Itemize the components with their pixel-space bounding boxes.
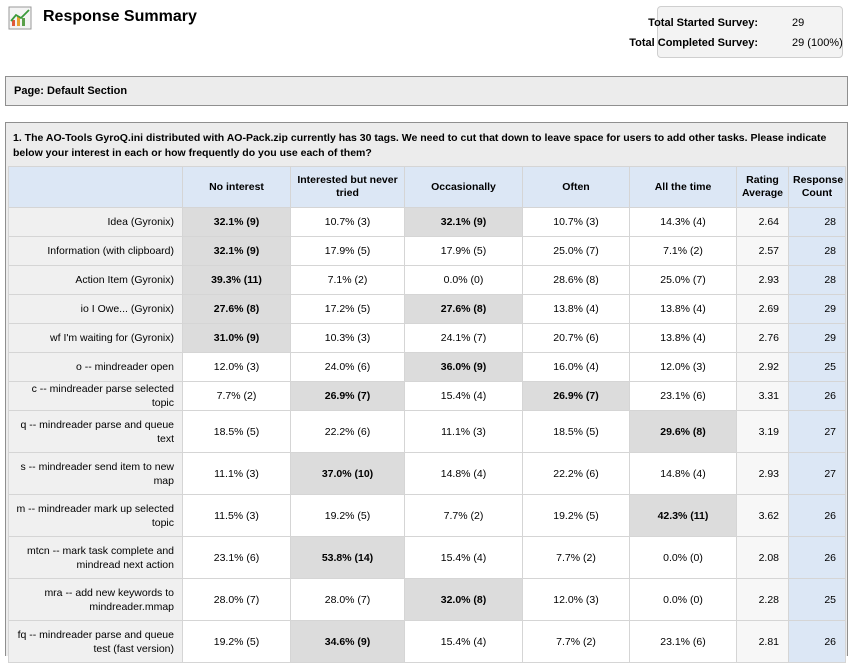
- response-count-cell: 27: [789, 453, 846, 495]
- response-cell: 15.4% (4): [405, 382, 523, 411]
- response-cell: 15.4% (4): [405, 537, 523, 579]
- response-cell: 14.3% (4): [630, 208, 737, 237]
- total-started-label: Total Started Survey:: [648, 17, 758, 29]
- response-cell: 53.8% (14): [291, 537, 405, 579]
- rating-average-cell: 2.93: [737, 266, 789, 295]
- rating-average-cell: 2.92: [737, 353, 789, 382]
- rating-average-cell: 3.31: [737, 382, 789, 411]
- row-label: Action Item (Gyronix): [9, 266, 183, 295]
- response-count-cell: 28: [789, 237, 846, 266]
- row-label: Idea (Gyronix): [9, 208, 183, 237]
- response-cell: 23.1% (6): [183, 537, 291, 579]
- table-row: [9, 237, 846, 266]
- response-cell: 0.0% (0): [630, 537, 737, 579]
- header-blank-cell: [9, 167, 183, 208]
- row-label: mra -- add new keywords to mindreader.mmap: [9, 579, 183, 621]
- response-cell: 42.3% (11): [630, 495, 737, 537]
- table-row: [9, 295, 846, 324]
- table-row: [9, 324, 846, 353]
- table-row: [9, 453, 846, 495]
- response-cell: 12.0% (3): [523, 579, 630, 621]
- response-cell: 10.7% (3): [523, 208, 630, 237]
- chart-icon: [8, 6, 32, 30]
- response-cell: 17.2% (5): [291, 295, 405, 324]
- table-row: [9, 208, 846, 237]
- response-cell: 32.0% (8): [405, 579, 523, 621]
- response-cell: 28.6% (8): [523, 266, 630, 295]
- table-row: [9, 266, 846, 295]
- response-count-cell: 25: [789, 353, 846, 382]
- response-cell: 26.9% (7): [523, 382, 630, 411]
- response-cell: 7.1% (2): [630, 237, 737, 266]
- response-cell: 34.6% (9): [291, 621, 405, 663]
- response-count-cell: 29: [789, 324, 846, 353]
- total-started-value: 29: [792, 17, 805, 29]
- response-cell: 24.1% (7): [405, 324, 523, 353]
- response-cell: 10.7% (3): [291, 208, 405, 237]
- total-completed-label: Total Completed Survey:: [629, 37, 758, 49]
- response-cell: 11.1% (3): [405, 411, 523, 453]
- column-header: No interest: [183, 167, 291, 208]
- response-cell: 20.7% (6): [523, 324, 630, 353]
- rating-average-cell: 3.62: [737, 495, 789, 537]
- response-cell: 28.0% (7): [183, 579, 291, 621]
- page-title: Response Summary: [43, 8, 197, 25]
- response-cell: 12.0% (3): [630, 353, 737, 382]
- response-cell: 19.2% (5): [291, 495, 405, 537]
- rating-average-cell: 2.76: [737, 324, 789, 353]
- response-cell: 7.1% (2): [291, 266, 405, 295]
- response-table: [8, 166, 846, 663]
- table-row: [9, 495, 846, 537]
- response-cell: 11.5% (3): [183, 495, 291, 537]
- response-cell: 12.0% (3): [183, 353, 291, 382]
- rating-average-cell: 2.64: [737, 208, 789, 237]
- response-cell: 17.9% (5): [291, 237, 405, 266]
- table-header-row: [9, 167, 846, 208]
- row-label: m -- mindreader mark up selected topic: [9, 495, 183, 537]
- survey-totals-box: [629, 6, 843, 58]
- response-cell: 22.2% (6): [523, 453, 630, 495]
- response-cell: 24.0% (6): [291, 353, 405, 382]
- row-label: fq -- mindreader parse and queue test (fast version): [9, 621, 183, 663]
- rating-average-cell: 2.69: [737, 295, 789, 324]
- response-cell: 10.3% (3): [291, 324, 405, 353]
- response-cell: 36.0% (9): [405, 353, 523, 382]
- page-section-bar: Page: Default Section: [5, 76, 848, 106]
- response-cell: 14.8% (4): [630, 453, 737, 495]
- response-cell: 7.7% (2): [183, 382, 291, 411]
- response-cell: 25.0% (7): [523, 237, 630, 266]
- row-label: q -- mindreader parse and queue text: [9, 411, 183, 453]
- row-label: c -- mindreader parse selected topic: [9, 382, 183, 411]
- response-cell: 19.2% (5): [183, 621, 291, 663]
- response-count-cell: 26: [789, 537, 846, 579]
- column-header: Rating Average: [737, 167, 789, 208]
- response-cell: 31.0% (9): [183, 324, 291, 353]
- row-label: Information (with clipboard): [9, 237, 183, 266]
- total-completed-value: 29 (100%): [792, 37, 843, 49]
- response-cell: 19.2% (5): [523, 495, 630, 537]
- table-row: [9, 411, 846, 453]
- response-count-cell: 29: [789, 295, 846, 324]
- response-count-cell: 26: [789, 495, 846, 537]
- table-row: [9, 537, 846, 579]
- response-cell: 14.8% (4): [405, 453, 523, 495]
- row-label: s -- mindreader send item to new map: [9, 453, 183, 495]
- response-cell: 7.7% (2): [405, 495, 523, 537]
- rating-average-cell: 2.57: [737, 237, 789, 266]
- row-label: mtcn -- mark task complete and mindread next action: [9, 537, 183, 579]
- response-cell: 13.8% (4): [523, 295, 630, 324]
- table-row: [9, 382, 846, 411]
- row-label: wf I'm waiting for (Gyronix): [9, 324, 183, 353]
- response-cell: 0.0% (0): [630, 579, 737, 621]
- table-row: [9, 353, 846, 382]
- row-label: o -- mindreader open: [9, 353, 183, 382]
- response-cell: 32.1% (9): [183, 208, 291, 237]
- row-label: io I Owe... (Gyronix): [9, 295, 183, 324]
- column-header: Response Count: [789, 167, 846, 208]
- response-cell: 26.9% (7): [291, 382, 405, 411]
- column-header: All the time: [630, 167, 737, 208]
- response-count-cell: 25: [789, 579, 846, 621]
- response-count-cell: 27: [789, 411, 846, 453]
- column-header: Occasionally: [405, 167, 523, 208]
- response-cell: 18.5% (5): [523, 411, 630, 453]
- rating-average-cell: 2.93: [737, 453, 789, 495]
- table-row: [9, 579, 846, 621]
- response-cell: 0.0% (0): [405, 266, 523, 295]
- response-count-cell: 28: [789, 266, 846, 295]
- response-count-cell: 26: [789, 621, 846, 663]
- response-cell: 18.5% (5): [183, 411, 291, 453]
- response-cell: 15.4% (4): [405, 621, 523, 663]
- rating-average-cell: 2.81: [737, 621, 789, 663]
- rating-average-cell: 2.28: [737, 579, 789, 621]
- response-count-cell: 26: [789, 382, 846, 411]
- response-cell: 22.2% (6): [291, 411, 405, 453]
- column-header: Interested but never tried: [291, 167, 405, 208]
- response-cell: 11.1% (3): [183, 453, 291, 495]
- response-cell: 28.0% (7): [291, 579, 405, 621]
- response-cell: 25.0% (7): [630, 266, 737, 295]
- response-cell: 13.8% (4): [630, 324, 737, 353]
- response-cell: 29.6% (8): [630, 411, 737, 453]
- response-cell: 17.9% (5): [405, 237, 523, 266]
- response-count-cell: 28: [789, 208, 846, 237]
- response-cell: 16.0% (4): [523, 353, 630, 382]
- response-cell: 23.1% (6): [630, 621, 737, 663]
- response-cell: 39.3% (11): [183, 266, 291, 295]
- response-cell: 32.1% (9): [183, 237, 291, 266]
- response-cell: 27.6% (8): [405, 295, 523, 324]
- response-cell: 37.0% (10): [291, 453, 405, 495]
- rating-average-cell: 3.19: [737, 411, 789, 453]
- column-header: Often: [523, 167, 630, 208]
- response-cell: 23.1% (6): [630, 382, 737, 411]
- response-cell: 7.7% (2): [523, 537, 630, 579]
- response-cell: 32.1% (9): [405, 208, 523, 237]
- question-panel: [5, 122, 848, 656]
- table-row: [9, 621, 846, 663]
- question-text: 1. The AO-Tools GyroQ.ini distributed with AO-Pack.zip currently has 30 tags. We need to cut that down to leave space for users to add other tasks. Please indicate below your interest in each or how frequently do you use each of them?: [13, 132, 827, 159]
- rating-average-cell: 2.08: [737, 537, 789, 579]
- response-cell: 13.8% (4): [630, 295, 737, 324]
- response-cell: 27.6% (8): [183, 295, 291, 324]
- response-cell: 7.7% (2): [523, 621, 630, 663]
